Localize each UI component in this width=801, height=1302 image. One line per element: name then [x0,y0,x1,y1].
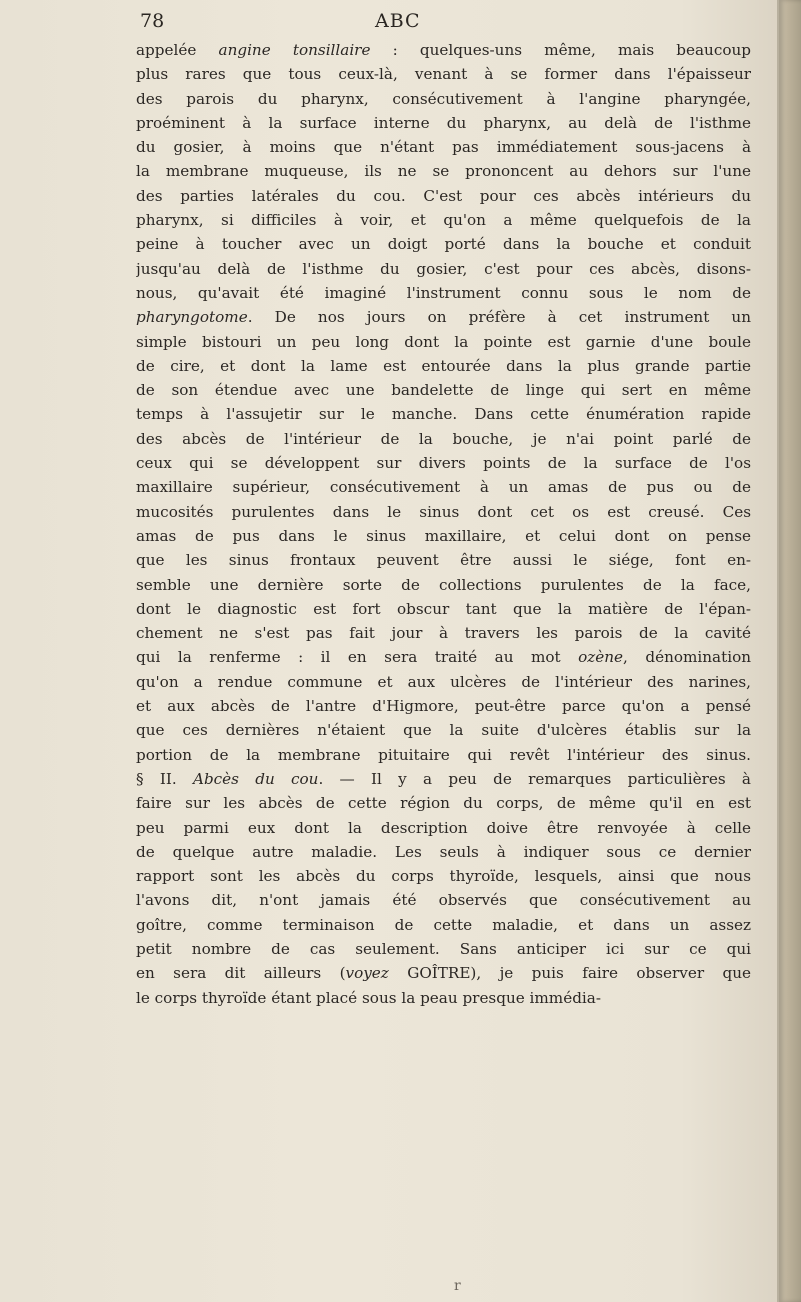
text-run: dont le diagnostic est fort obscur tant que la matière de l'épan- [136,599,751,618]
italic-text-run: Abcès du cou [192,769,319,788]
text-run: de son étendue avec une bandelette de linge qui sert en même [136,381,751,400]
text-run: . De nos jours on préfère à cet instrument un [247,308,751,327]
text-line [136,864,751,888]
text-run: jusqu'au delà de l'isthme du gosier, c'est pour ces abcès, disons- [136,259,751,278]
text-line [136,427,751,451]
text-line [136,767,751,791]
text-line [136,573,751,597]
text-run: qui la renferme : il en sera traité au mot [136,648,579,667]
text-line [136,888,751,912]
text-run: proéminent à la surface interne du pharynx, au delà de l'isthme [136,113,751,132]
text-line [136,281,751,305]
text-run: petit nombre de cas seulement. Sans anticiper ici sur ce qui [136,939,751,958]
text-line [136,524,751,548]
footer-mark: r [454,1278,461,1294]
text-line [136,937,751,961]
text-line [136,816,751,840]
text-run: portion de la membrane pituitaire qui revêt l'intérieur des sinus. [136,745,751,764]
text-line [136,62,751,86]
text-run: appelée [136,41,219,59]
text-line [136,597,751,621]
text-run: peu parmi eux dont la description doive être renvoyée à celle [136,818,751,837]
page-header [140,10,660,36]
text-line [136,961,751,985]
text-run: qu'on a rendue commune et aux ulcères de l'intérieur des narines, [136,672,751,691]
text-line [136,135,751,159]
italic-text-run: pharyngotome [136,308,248,327]
text-run: plus rares que tous ceux-là, venant à se former dans l'épaisseur [136,65,751,84]
text-run: temps à l'assujetir sur le manche. Dans cette énumération rapide [136,405,751,424]
text-run: GOÎTRE), je puis faire observer que [388,964,751,983]
italic-text-run: angine tonsillaire [218,41,371,59]
text-run: rapport sont les abcès du corps thyroïde, lesquels, ainsi que nous [136,867,751,886]
text-run: pharynx, si difficiles à voir, et qu'on a même quelquefois de la [136,211,751,230]
text-run: que ces dernières n'étaient que la suite d'ulcères établis sur la [136,721,751,740]
text-line [136,305,751,329]
text-run: . — Il y a peu de remarques particulières à [318,769,751,788]
text-run: le corps thyroïde étant placé sous la peau presque immédia- [136,988,601,1007]
text-line [136,500,751,524]
text-line [136,621,751,645]
text-line [136,184,751,208]
text-line [136,548,751,572]
text-run: de quelque autre maladie. Les seuls à indiquer sous ce dernier [136,842,751,861]
running-head: ABC [375,10,421,32]
text-line [136,330,751,354]
text-run: maxillaire supérieur, consécutivement à un amas de pus ou de [136,478,751,497]
text-run: goître, comme terminaison de cette maladie, et dans un assez [136,915,751,934]
text-line [136,38,751,62]
text-line [136,87,751,111]
text-run: des parties latérales du cou. C'est pour ces abcès intérieurs du [136,186,751,205]
page-number: 78 [140,10,165,32]
book-spine [779,0,801,1302]
text-run: peine à toucher avec un doigt porté dans la bouche et conduit [136,235,751,254]
text-line [136,718,751,742]
text-run: ceux qui se développent sur divers points de la surface de l'os [136,454,751,473]
text-run: du gosier, à moins que n'étant pas immédiatement sous-jacens à [136,138,751,157]
text-run: des parois du pharynx, consécutivement à l'angine pharyngée, [136,89,751,108]
text-run: amas de pus dans le sinus maxillaire, et celui dont on pense [136,526,751,545]
text-run: de cire, et dont la lame est entourée dans la plus grande partie [136,356,751,375]
italic-text-run: ozène [578,648,624,667]
text-line [136,257,751,281]
text-line [136,378,751,402]
text-line [136,354,751,378]
text-run: des abcès de l'intérieur de la bouche, je n'ai point parlé de [136,429,751,448]
text-run: simple bistouri un peu long dont la pointe est garnie d'une boule [136,332,751,351]
text-run: , dénomination [623,648,751,667]
italic-text-run: voyez [345,964,389,983]
text-line [136,232,751,256]
text-run: semble une dernière sorte de collections purulentes de la face, [136,575,751,594]
text-run: et aux abcès de l'antre d'Higmore, peut-être parce qu'on a pensé [136,697,751,716]
text-line [136,791,751,815]
text-run: § II. [136,769,193,788]
text-line [136,208,751,232]
text-run: chement ne s'est pas fait jour à travers les parois de la cavité [136,624,751,643]
text-run: nous, qu'avait été imaginé l'instrument connu sous le nom de [136,283,751,302]
text-line [136,913,751,937]
text-run: faire sur les abcès de cette région du corps, de même qu'il en est [136,794,751,813]
text-line [136,694,751,718]
text-line [136,402,751,426]
text-run: que les sinus frontaux peuvent être aussi le siége, font en- [136,551,751,570]
text-line [136,670,751,694]
text-line [136,840,751,864]
text-run: mucosités purulentes dans le sinus dont cet os est creusé. Ces [136,502,751,521]
body-text [136,38,751,1010]
text-line [136,159,751,183]
text-line [136,743,751,767]
text-run: en sera dit ailleurs ( [136,964,346,983]
text-line [136,475,751,499]
text-run: : quelques-uns même, mais beaucoup [370,41,751,59]
text-line [136,645,751,669]
text-line [136,111,751,135]
text-line [136,986,751,1010]
text-run: l'avons dit, n'ont jamais été observés que consécutivement au [136,891,751,910]
text-line [136,451,751,475]
text-run: la membrane muqueuse, ils ne se prononcent au dehors sur l'une [136,162,751,181]
